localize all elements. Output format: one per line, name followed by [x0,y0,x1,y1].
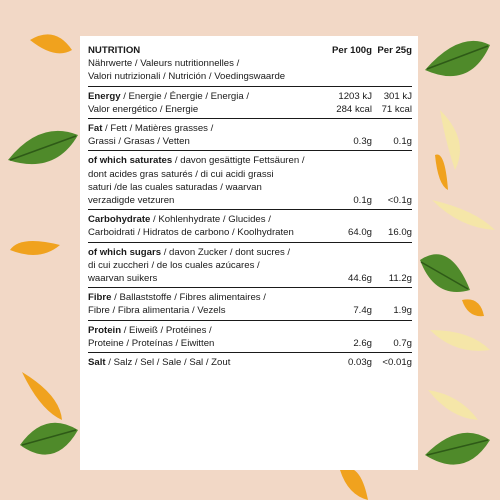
nutrient-name: of which saturates [88,155,173,167]
value-per-25g [372,90,412,116]
nutrient-name: Carbohydrate [88,214,151,226]
nutrient-translations-line: saturi /de las cuales saturadas / waarvan [88,181,262,193]
nutrient-label [88,90,310,116]
header-subtitle-line: Valori nutrizionali / Nutrición / Voedingswaarde [88,71,286,83]
value-per-100g-line: 1203 kJ [338,90,372,102]
nutrient-translations: / Salz / Sel / Sale / Sal / Zout [105,357,231,369]
mango-slice-illustration [10,241,60,255]
value-per-100g-line: 7.4g [353,305,372,317]
nutrient-row [88,87,412,119]
nutrient-translations-line: waarvan suikers [88,273,158,285]
nutrient-name: Fibre [88,292,112,304]
nutrient-label [88,356,310,369]
value-per-100g-line: 64.0g [347,227,372,239]
nutrient-translations: / Eiweiß / Protéines / [121,324,212,336]
nutrient-row [88,321,412,353]
value-per-100g [310,356,372,369]
nutrient-translations: / Ballaststoffe / Fibres alimentaires / [111,292,266,304]
value-per-100g [310,135,372,148]
nutrient-label-line [88,324,306,337]
value-per-25g-line: <0.1g [387,195,412,207]
nutrient-translations: / Fett / Matières grasses / [102,123,214,135]
value-per-100g-line: 2.6g [353,337,372,349]
value-per-25g [372,272,412,285]
nutrient-label [88,291,310,317]
nutrient-label-line [88,154,306,167]
column-header-per-25g: Per 25g [377,45,412,56]
value-per-25g-line: 0.7g [393,337,412,349]
nutrient-translations-line: Proteine / Proteínas / Eiwitten [88,337,215,349]
nutrient-translations-line: Carboidrati / Hidratos de carbono / Koolhydraten [88,227,294,239]
nutrient-label [88,324,310,350]
chip-illustration [428,390,478,420]
nutrient-translations: / davon gesättigte Fettsäuren / [172,155,305,167]
nutrient-row [88,243,412,289]
nutrient-translations-line: Grassi / Grasas / Vetten [88,136,190,148]
nutrient-label-line [88,213,306,226]
nutrient-translations: / Energie / Énergie / Energia / [120,90,250,102]
value-per-100g-line: 0.3g [353,136,372,148]
nutrient-name: Energy [88,90,121,102]
value-per-25g [372,226,412,239]
nutrient-label [88,213,310,239]
value-per-100g [310,337,372,350]
chip-illustration [430,330,490,351]
nutrition-header-row [88,44,412,87]
value-per-100g-line: 284 kcal [336,103,372,115]
leaf-illustration [20,423,78,455]
nutrient-name: of which sugars [88,246,162,258]
nutrient-row [88,353,412,371]
value-per-100g [310,194,372,207]
value-per-25g-line: 11.2g [388,273,412,285]
value-per-100g-line: 44.6g [347,273,372,285]
value-per-25g-line: 71 kcal [381,103,412,115]
nutrient-row [88,151,412,210]
chip-illustration [432,200,495,230]
nutrient-translations-line: Fibre / Fibra alimentaria / Vezels [88,305,226,317]
nutrient-row [88,210,412,242]
value-per-100g-line: 0.03g [347,357,372,369]
value-per-25g [372,304,412,317]
nutrient-label-line [88,356,306,369]
nutrient-label-line [88,90,306,103]
mango-slice-illustration [435,154,448,190]
header-subtitle-line: Nährwerte / Valeurs nutritionnelles / [88,58,240,70]
value-per-25g [372,135,412,148]
leaf-illustration [425,433,490,465]
header-label [88,44,310,84]
column-header-per-100g: Per 100g [331,45,372,56]
nutrient-row [88,119,412,151]
value-per-100g [310,90,372,116]
value-per-25g [372,356,412,369]
nutrition-title: NUTRITION [88,45,141,56]
nutrient-label-line [88,291,306,304]
nutrient-translations-line: Valor energético / Energie [88,103,199,115]
value-per-25g-line: 16.0g [387,227,412,239]
mango-slice-illustration [340,468,368,500]
nutrient-translations-line: verzadigde vetzuren [88,195,175,207]
value-per-100g [310,272,372,285]
nutrient-name: Protein [88,324,122,336]
nutrient-label-line [88,246,306,259]
value-per-100g-line: 0.1g [353,195,372,207]
mango-slice-illustration [22,372,62,420]
mango-slice-illustration [30,34,72,53]
nutrient-translations: / davon Zucker / dont sucres / [161,246,291,258]
nutrient-name: Salt [88,357,106,369]
value-per-25g-line: 301 kJ [383,90,412,102]
value-per-25g-line: 0.1g [393,136,412,148]
nutrient-label [88,246,310,286]
value-per-25g-line: <0.01g [382,357,412,369]
nutrient-translations-line: dont acides gras saturés / di cui acidi grassi [88,168,274,180]
nutrition-table [80,36,418,470]
nutrient-translations-line: di cui zuccheri / de los cuales azúcares / [88,259,260,271]
nutrient-label [88,122,310,148]
nutrient-translations: / Kohlenhydrate / Glucides / [150,214,271,226]
nutrient-label-line [88,122,306,135]
mango-slice-illustration [462,299,484,316]
nutrient-row [88,288,412,320]
value-per-25g [372,194,412,207]
value-per-25g [372,337,412,350]
value-per-25g-line: 1.9g [393,305,412,317]
nutrient-label [88,154,310,207]
leaf-illustration [425,41,490,76]
value-per-100g [310,226,372,239]
value-per-100g [310,304,372,317]
nutrient-name: Fat [88,123,103,135]
